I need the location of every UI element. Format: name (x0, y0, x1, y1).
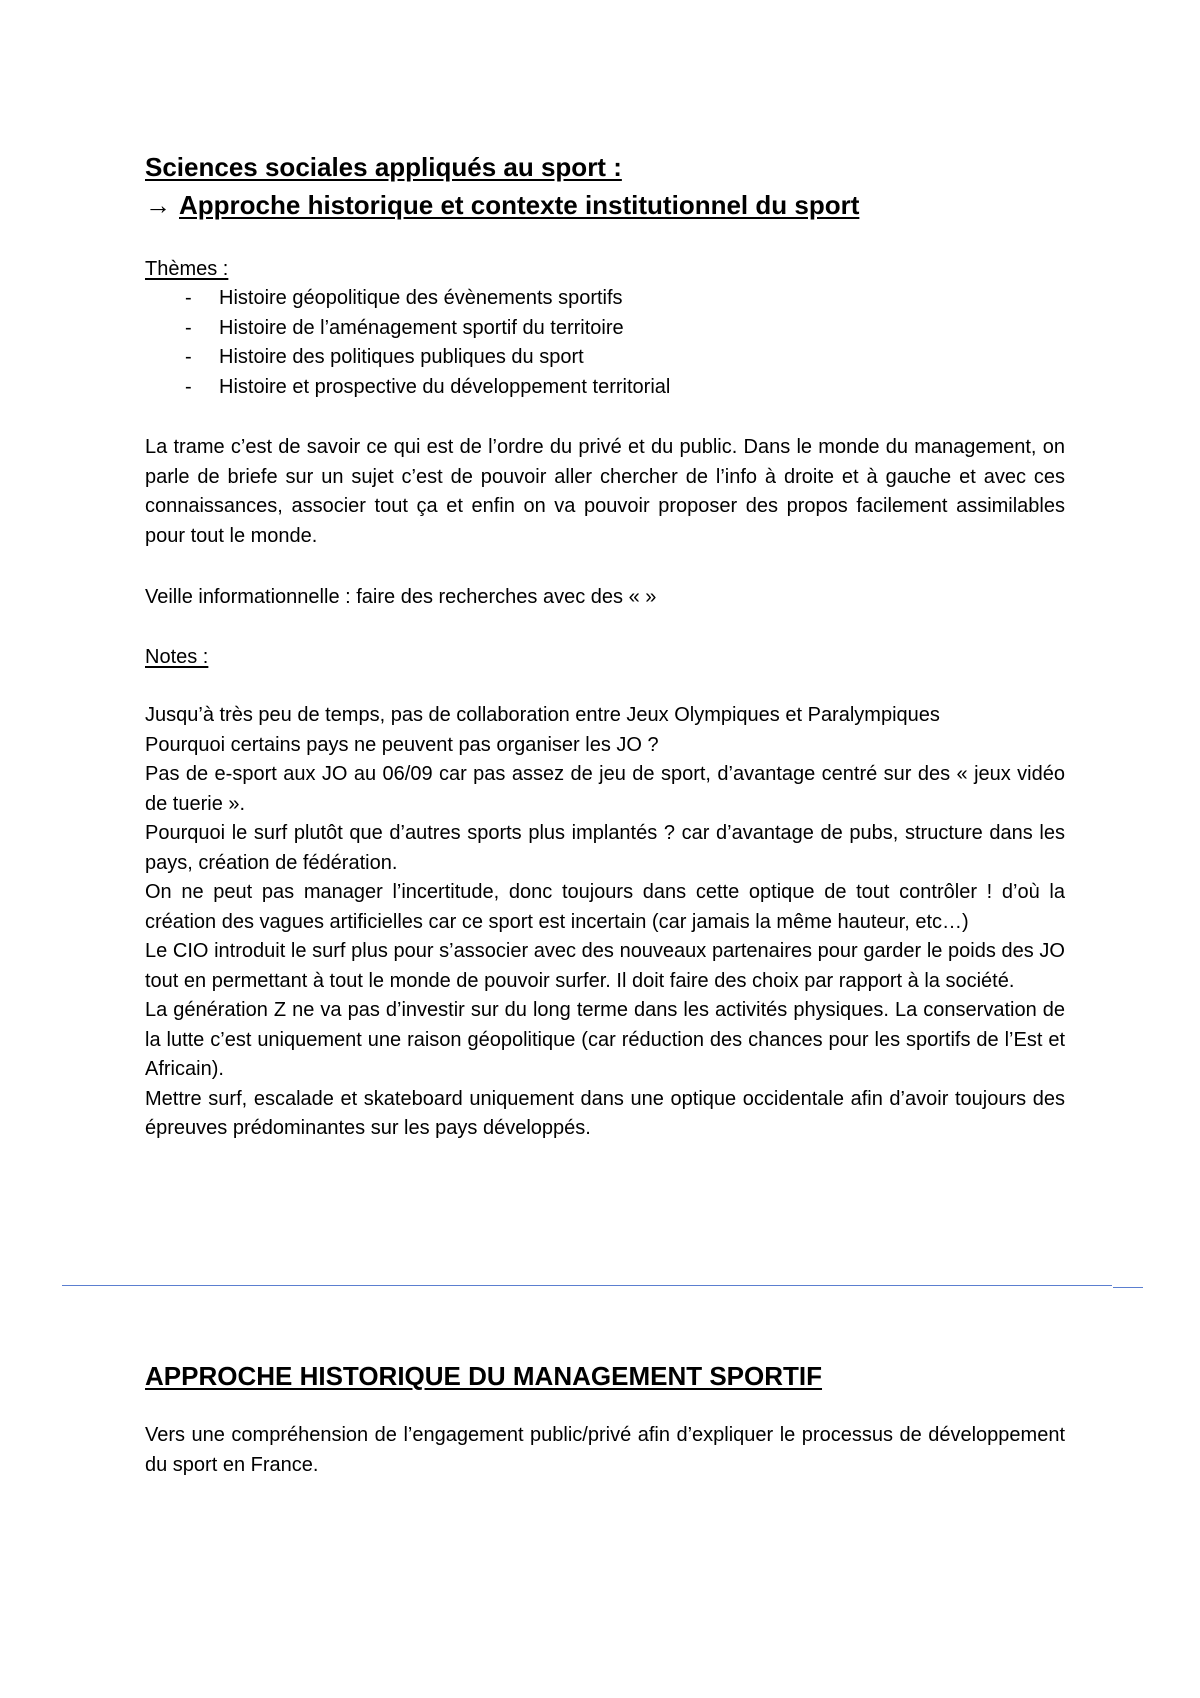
veille-section (145, 583, 1065, 613)
list-item: - Histoire géopolitique des évènements sportifs (145, 284, 1065, 314)
dash-bullet: - (185, 346, 192, 368)
divider-tail (1113, 1287, 1143, 1288)
list-item: - Histoire de l’aménagement sportif du territoire (145, 314, 1065, 344)
note-item: Pourquoi certains pays ne peuvent pas organiser les JO ? (145, 733, 659, 756)
themes-label: Thèmes : (145, 258, 229, 280)
section2-paragraph: Vers une compréhension de l’engagement public/privé afin d’expliquer le processus de développement du sport en France. (145, 1424, 1065, 1476)
dash-bullet: - (185, 375, 192, 398)
note-item: Mettre surf, escalade et skateboard uniquement dans une optique occidentale afin d’avoir toujours des épreuves prédominantes sur les pays développés. (145, 1087, 1065, 1139)
notes-label-block (145, 643, 1065, 672)
dash-bullet: - (185, 316, 192, 339)
note-item: La génération Z ne va pas d’investir sur du long terme dans les activités physiques. La conservation de la lutte c’est uniquement une raison géopolitique (car réduction des chances pour les sportifs de l’Est et Africain). (145, 999, 1065, 1080)
intro-section (145, 433, 1065, 551)
list-item: - Histoire des politiques publiques du sport (145, 343, 1065, 373)
page-title: Sciences sociales appliqués au sport : (145, 152, 622, 182)
horizontal-divider (62, 1285, 1112, 1286)
notes-section (145, 701, 1065, 1144)
intro-paragraph: La trame c’est de savoir ce qui est de l’ordre du privé et du public. Dans le monde du management, on parle de briefe sur un sujet c’est de pouvoir aller chercher de l’info à droite et à gauche et avec ces connaissances, associer tout ça et enfin on va pouvoir proposer des propos facilement assimilables pour tout le monde. (145, 436, 1065, 547)
arrow-icon: → (145, 190, 171, 220)
themes-list (145, 284, 1065, 402)
section2-body (145, 1421, 1065, 1480)
themes-section (145, 255, 1065, 402)
note-item: Le CIO introduit le surf plus pour s’associer avec des nouveaux partenaires pour garder le poids des JO tout en permettant à tout le monde de pouvoir surfer. Il doit faire des choix par rapport à la société. (145, 940, 1065, 992)
title-block (145, 148, 1065, 224)
note-item: Jusqu’à très peu de temps, pas de collaboration entre Jeux Olympiques et Paralympiques (145, 704, 940, 726)
notes-label: Notes : (145, 646, 209, 668)
section2-heading: APPROCHE HISTORIQUE DU MANAGEMENT SPORTIF (145, 1361, 823, 1391)
note-item: On ne peut pas manager l’incertitude, donc toujours dans cette optique de tout contrôler ! d’où la création des vagues artificielles car ce sport est incertain (car jamais la même hauteur, etc…) (145, 881, 1065, 933)
list-item: - Histoire et prospective du développement territorial (145, 373, 1065, 403)
note-item: Pourquoi le surf plutôt que d’autres sports plus implantés ? car d’avantage de pubs, structure dans les pays, création de fédération. (145, 822, 1065, 874)
veille-line: Veille informationnelle : faire des recherches avec des « » (145, 586, 657, 608)
subtitle-text: Approche historique et contexte institutionnel du sport (179, 190, 860, 220)
section2-block (145, 1357, 1065, 1395)
page-subtitle (145, 186, 1065, 224)
dash-bullet: - (185, 287, 192, 309)
note-item: Pas de e-sport aux JO au 06/09 car pas assez de jeu de sport, d’avantage centré sur des « jeux vidéo de tuerie ». (145, 763, 1065, 815)
